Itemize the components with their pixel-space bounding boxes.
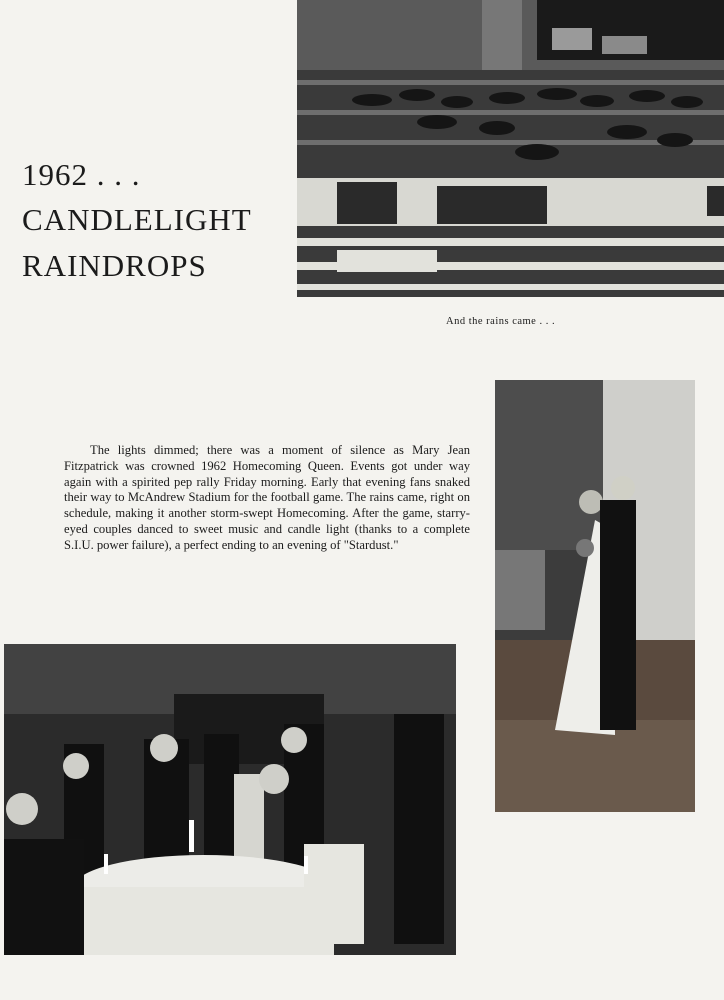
headline-year: 1962 . . .	[22, 157, 141, 192]
article-paragraph: The lights dimmed; there was a moment of silence as Mary Jean Fitzpatrick was crowned 1962 Homecoming Queen. Events got under way again with a spirited pep rally Friday morning. Early that evening fans snaked their way to McAndrew Stadium for the football game. The rains came, right on schedule, making it another storm-swept Homecoming. After the game, starry-eyed couples danced to sweet music and candle light (thanks to a complete S.I.U. power failure), a perfect ending to an evening of "Stardust."	[64, 443, 470, 552]
candlelight-dance-photo	[4, 644, 456, 955]
queen-dance-photo	[495, 380, 695, 812]
headline-candlelight: CANDLELIGHT	[22, 202, 252, 237]
headline-raindrops: RAINDROPS	[22, 248, 207, 283]
stadium-photo-caption: And the rains came . . .	[446, 316, 556, 327]
stadium-crowd-photo	[297, 0, 724, 297]
